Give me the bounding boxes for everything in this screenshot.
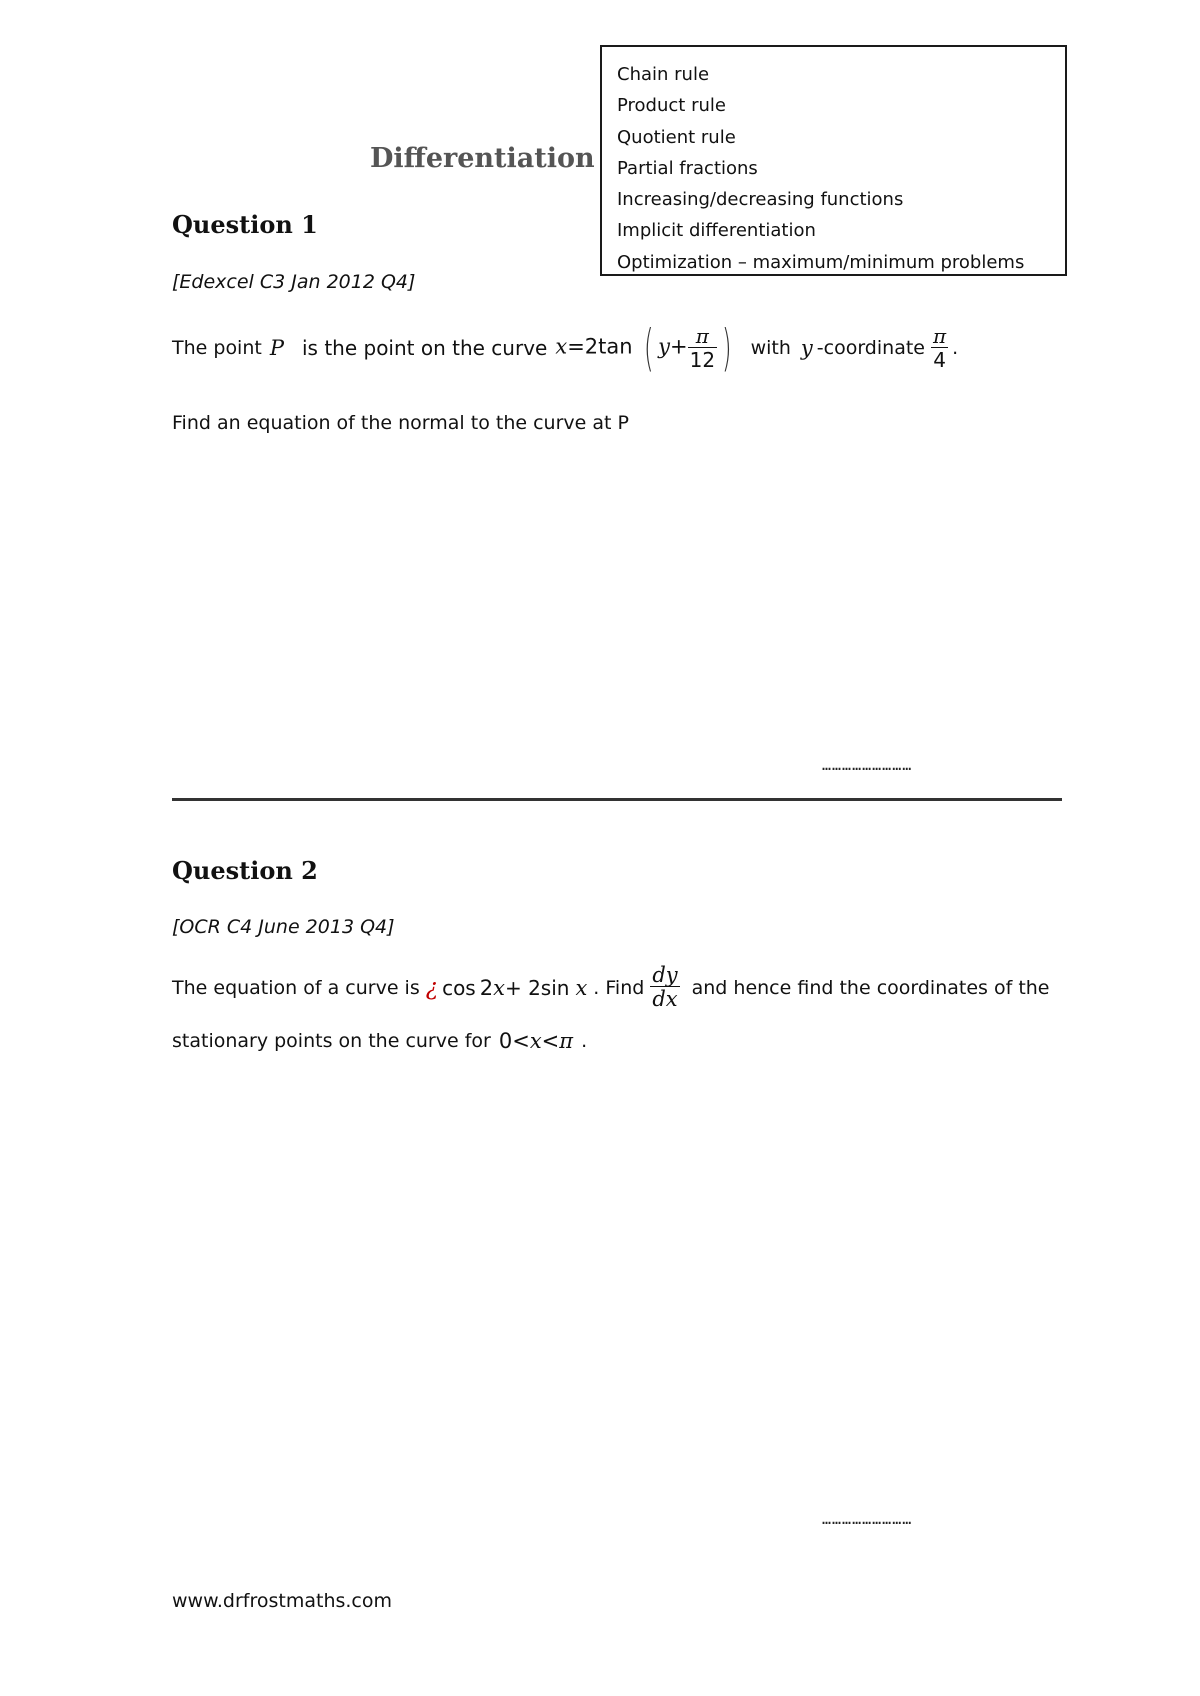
q1-eq-x: x (555, 334, 568, 359)
question1-statement (172, 319, 959, 377)
q2-expr-x2: x (575, 975, 588, 1000)
topics-box (600, 45, 1067, 276)
topic-item: Partial fractions (617, 157, 758, 179)
q2-line2-text: stationary points on the curve for (172, 1030, 491, 1052)
page-title: Differentiation (370, 143, 595, 174)
q2-text-2: . Find (593, 976, 645, 999)
q1-text-5: . (952, 337, 959, 359)
topic-item: Chain rule (617, 64, 710, 85)
q1-eq-fraction (688, 325, 717, 372)
q1-text-3: with (750, 337, 791, 359)
question2-statement (172, 964, 1050, 1011)
q1-text-2: is the point on the curve (301, 336, 548, 360)
q2-text-3: and hence find the coordinates of the (691, 976, 1050, 999)
q1-text-4: -coordinate (816, 337, 925, 359)
question2-answer-dots: ……………………… (822, 1510, 913, 1528)
q2-text-1: The equation of a curve is (172, 976, 420, 999)
q1-var-y: y (800, 336, 813, 360)
q1-curve-equation: x=2tan ( y+ $\frac{\pi}{12}$ ) (555, 319, 732, 377)
q1-var-p: P (269, 336, 284, 360)
footer-url: www.drfrostmaths.com (172, 1590, 393, 1612)
q1-eq-den: 12 (689, 347, 716, 372)
q1-eq-num: π (688, 325, 717, 348)
q2-derivative (650, 964, 679, 1011)
question1-answer-dots: ……………………… (822, 756, 913, 774)
question2-heading: Question 2 (172, 856, 318, 885)
question1-heading: Question 1 (172, 210, 318, 239)
q2-d-num: dy (652, 963, 678, 987)
question2-source: [OCR C4 June 2013 Q4] (172, 916, 395, 938)
topic-item: Quotient rule (617, 126, 736, 148)
q1-eq-y: y (658, 334, 671, 359)
q2-ineq-x: x (529, 1029, 542, 1053)
q2-ineq-0: 0< (498, 1029, 530, 1053)
topic-item: Increasing/decreasing functions (617, 189, 904, 211)
q2-d-den: dx (652, 987, 678, 1011)
topic-item: Implicit differentiation (617, 220, 816, 242)
question1-instruction: Find an equation of the normal to the curve at P (172, 412, 629, 434)
q2-expr-cos: cos (442, 975, 476, 1000)
q1-text-1: The point (172, 337, 262, 359)
q2-ineq-lt: < (541, 1029, 560, 1053)
topic-item: Product rule (617, 95, 726, 117)
q2-expr-2: 2 (479, 975, 494, 1000)
divider (172, 798, 1062, 801)
q1-coord-num: π (932, 323, 947, 348)
q1-coord-den: 4 (933, 347, 946, 372)
q2-line2-end: . (581, 1030, 588, 1052)
question2-statement-line2 (172, 1029, 587, 1053)
q1-eq-eq: =2tan (567, 334, 633, 359)
q1-eq-plus: + (670, 334, 688, 359)
q2-expr-sin: + 2sin (504, 975, 570, 1000)
q2-expr-x1: x (493, 975, 505, 1000)
q2-red-glyph: ¿ (425, 974, 439, 1001)
q1-coord-fraction (931, 325, 948, 372)
question1-source: [Edexcel C3 Jan 2012 Q4] (172, 271, 416, 293)
q2-ineq-pi: π (559, 1029, 574, 1053)
topic-item: Optimization – maximum/minimum problems (617, 251, 1025, 273)
